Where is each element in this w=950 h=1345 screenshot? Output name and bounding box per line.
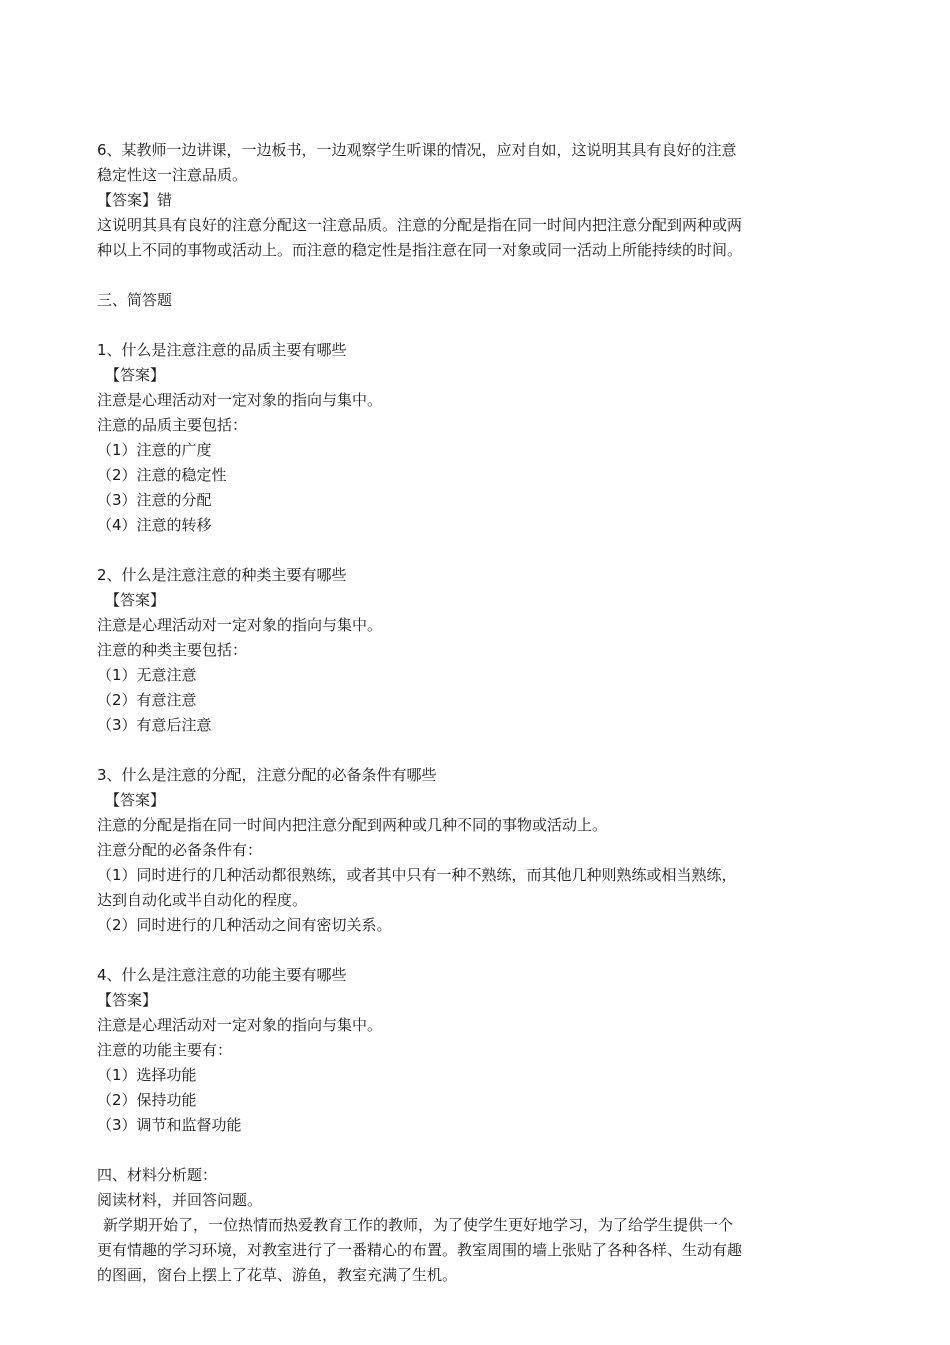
answer-label: 【答案】 — [105, 366, 166, 384]
intro-text: 注意的功能主要有： — [97, 1041, 233, 1059]
material-paragraph: 新学期开始了，一位热情而热爱教育工作的教师，为了使学生更好地学习，为了给学生提供一个 — [103, 1216, 734, 1234]
intro-text: 注意的种类主要包括： — [97, 641, 248, 659]
short-answer-1 — [97, 338, 797, 538]
intro-text: 注意的品质主要包括： — [97, 416, 248, 434]
question-text: 1、什么是注意注意的品质主要有哪些 — [97, 341, 347, 359]
question-6 — [97, 138, 797, 263]
list-item: （2）有意注意 — [97, 691, 197, 709]
list-item: （1）注意的广度 — [97, 441, 212, 459]
question-text: 稳定性这一注意品质。 — [97, 166, 248, 184]
answer-label: 【答案】 — [105, 791, 166, 809]
document-page — [97, 138, 797, 1288]
instruction-text: 阅读材料，并回答问题。 — [97, 1191, 263, 1209]
definition-text: 注意的分配是指在同一时间内把注意分配到两种或几种不同的事物或活动上。 — [97, 816, 608, 834]
question-text: 6、某教师一边讲课，一边板书，一边观察学生听课的情况，应对自如，这说明其具有良好的注意 — [97, 141, 737, 159]
short-answer-4 — [97, 963, 797, 1138]
explanation-text: 这说明其具有良好的注意分配这一注意品质。注意的分配是指在同一时间内把注意分配到两种或两 — [97, 216, 743, 234]
list-item: （1）选择功能 — [97, 1066, 197, 1084]
definition-text: 注意是心理活动对一定对象的指向与集中。 — [97, 1016, 383, 1034]
answer-label: 【答案】错 — [97, 191, 173, 209]
list-item-continuation: 达到自动化或半自动化的程度。 — [97, 891, 308, 909]
definition-text: 注意是心理活动对一定对象的指向与集中。 — [97, 391, 383, 409]
question-text: 3、什么是注意的分配，注意分配的必备条件有哪些 — [97, 766, 437, 784]
list-item: （3）调节和监督功能 — [97, 1116, 242, 1134]
list-item: （3）注意的分配 — [97, 491, 212, 509]
list-item: （3）有意后注意 — [97, 716, 212, 734]
explanation-text: 种以上不同的事物或活动上。而注意的稳定性是指注意在同一对象或同一活动上所能持续的时间。 — [97, 241, 743, 259]
short-answer-3 — [97, 763, 797, 938]
list-item: （1）同时进行的几种活动都很熟练，或者其中只有一种不熟练，而其他几种则熟练或相当熟练， — [97, 866, 737, 884]
section-title: 四、材料分析题： — [97, 1166, 218, 1184]
list-item: （2）注意的稳定性 — [97, 466, 227, 484]
material-paragraph: 的图画，窗台上摆上了花草、游鱼，教室充满了生机。 — [97, 1266, 458, 1284]
material-paragraph: 更有情趣的学习环境，对教室进行了一番精心的布置。教室周围的墙上张贴了各种各样、生动有趣 — [97, 1241, 743, 1259]
section-title: 三、简答题 — [97, 291, 173, 309]
short-answer-2 — [97, 563, 797, 738]
list-item: （2）保持功能 — [97, 1091, 197, 1109]
answer-label: 【答案】 — [97, 991, 158, 1009]
material-analysis — [97, 1163, 797, 1288]
definition-text: 注意是心理活动对一定对象的指向与集中。 — [97, 616, 383, 634]
list-item: （2）同时进行的几种活动之间有密切关系。 — [97, 916, 392, 934]
intro-text: 注意分配的必备条件有： — [97, 841, 263, 859]
answer-label: 【答案】 — [105, 591, 166, 609]
question-text: 2、什么是注意注意的种类主要有哪些 — [97, 566, 347, 584]
list-item: （1）无意注意 — [97, 666, 197, 684]
question-text: 4、什么是注意注意的功能主要有哪些 — [97, 966, 347, 984]
list-item: （4）注意的转移 — [97, 516, 212, 534]
